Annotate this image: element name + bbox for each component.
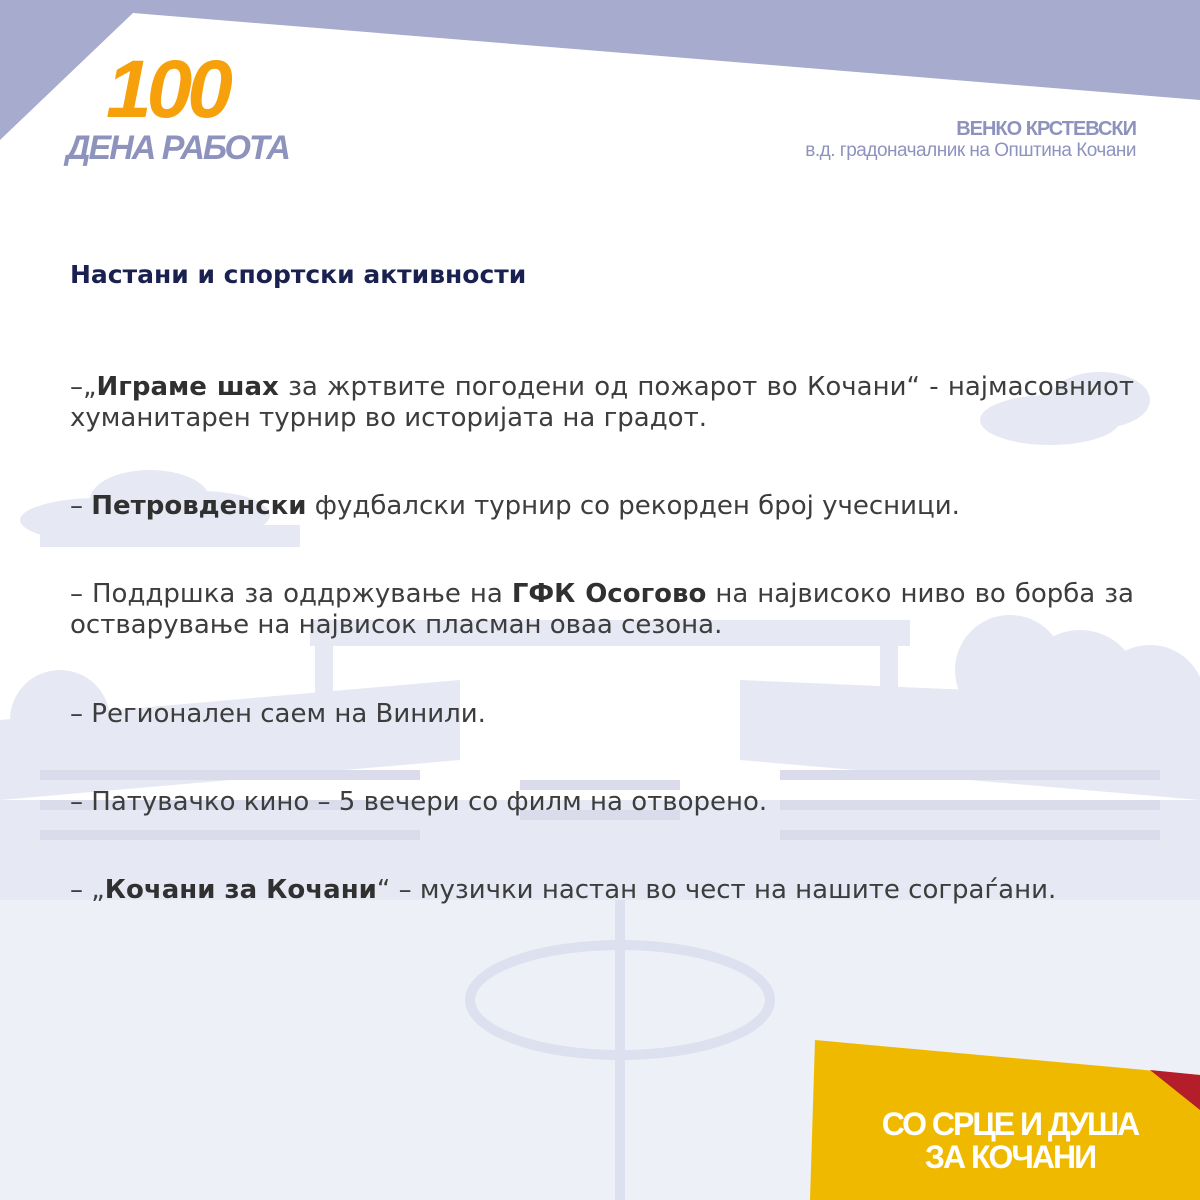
list-item: –„Играме шах за жртвите погодени од пожарот во Кочани“ - најмасовниот хуманитарен турнир во историјата на градот. — [70, 372, 1134, 433]
list-item: – Патувачко кино – 5 вечери со филм на отворено. — [70, 787, 768, 817]
list-item: – Регионален саем на Винили. — [70, 699, 486, 729]
list-item: – Петровденски фудбалски турнир со рекорден број учесници. — [70, 491, 960, 521]
author-block — [805, 118, 1136, 162]
list-item: – „Кочани за Кочани“ – музички настан во чест на нашите сограѓани. — [70, 875, 1057, 905]
author-role: в.д. градоначалник на Општина Кочани — [805, 140, 1136, 161]
section-heading: Настани и спортски активности — [70, 260, 527, 289]
logo-100-days — [66, 44, 289, 167]
list-item: – Поддршка за оддржување на ГФК Осогово на највисоко ниво во борба за остварување на највисок пласман оваа сезона. — [70, 579, 1134, 640]
slogan — [860, 1108, 1160, 1174]
logo-number: 100 — [106, 44, 228, 135]
logo-text: ДЕНА РАБОТА — [66, 129, 289, 167]
slogan-line-2: ЗА КОЧАНИ — [924, 1139, 1096, 1175]
author-name: ВЕНКО КРСТЕВСКИ — [956, 118, 1136, 140]
slogan-line-1: СО СРЦЕ И ДУША — [881, 1106, 1139, 1142]
